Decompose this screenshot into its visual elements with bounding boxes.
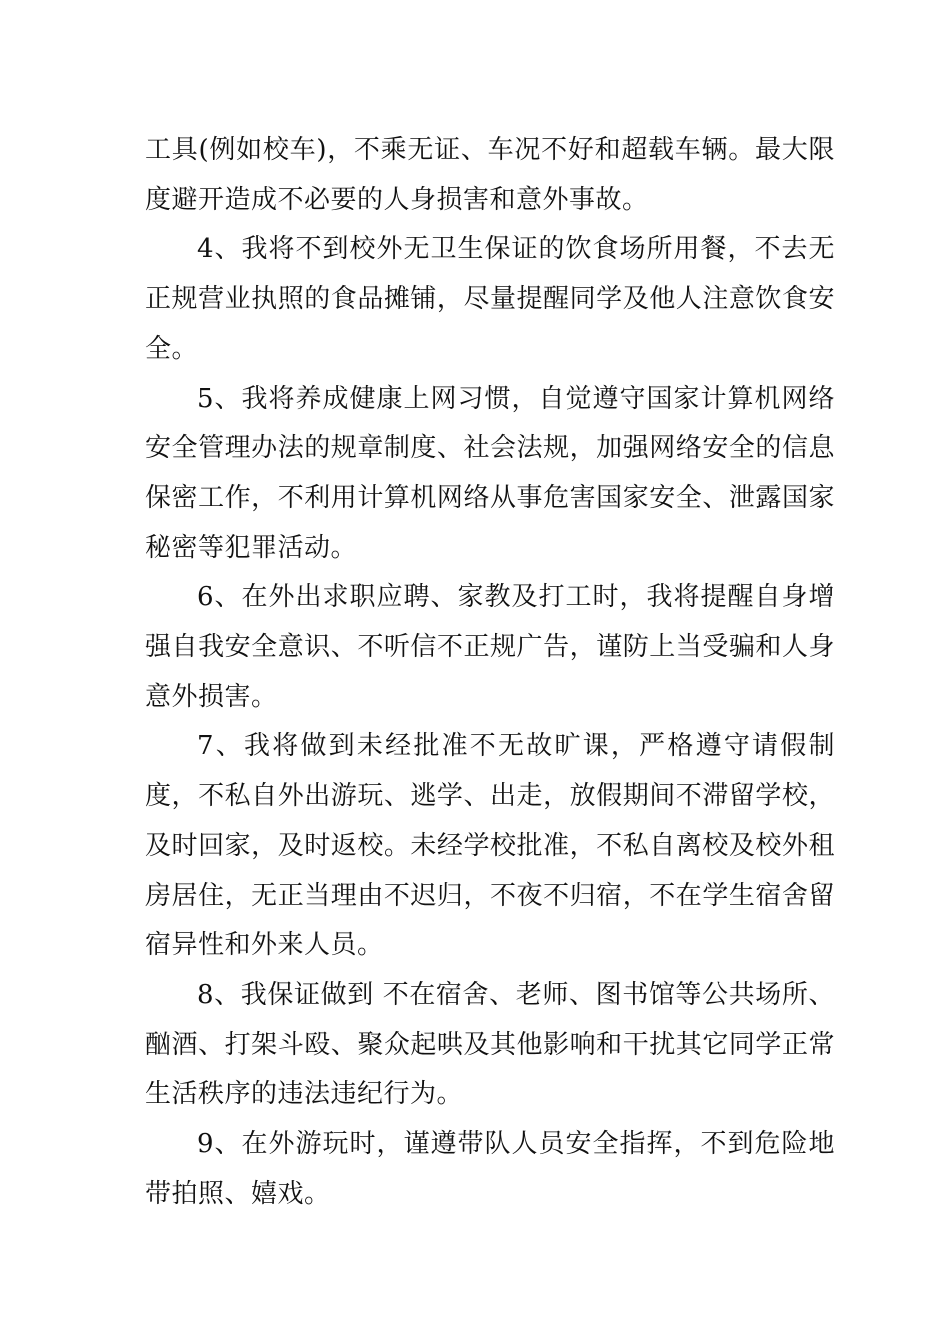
paragraph-continuation: 工具(例如校车)，不乘无证、车况不好和超载车辆。最大限度避开造成不必要的人身损害和意外事故。 bbox=[145, 135, 835, 215]
paragraph-item-6: 6、在外出求职应聘、家教及打工时，我将提醒自身增强自我安全意识、不听信不正规广告，谨防上当受骗和人身意外损害。 bbox=[145, 582, 835, 712]
paragraph-item-5: 5、我将养成健康上网习惯，自觉遵守国家计算机网络安全管理办法的规章制度、社会法规，加强网络安全的信息保密工作，不利用计算机网络从事危害国家安全、泄露国家秘密等犯罪活动。 bbox=[145, 383, 835, 563]
paragraph-item-4: 4、我将不到校外无卫生保证的饮食场所用餐，不去无正规营业执照的食品摊铺，尽量提醒同学及他人注意饮食安全。 bbox=[145, 234, 835, 364]
paragraph-item-8: 8、我保证做到 不在宿舍、老师、图书馆等公共场所、酗酒、打架斗殴、聚众起哄及其他影响和干扰其它同学正常生活秩序的违法违纪行为。 bbox=[145, 979, 835, 1110]
paragraph-item-7: 7、我将做到未经批准不无故旷课，严格遵守请假制度，不私自外出游玩、逃学、出走，放假期间不滞留学校，及时回家，及时返校。未经学校批准，不私自离校及校外租房居住，无正当理由不迟归，不夜不归宿，不在学生宿舍留宿异性和外来人员。 bbox=[145, 731, 835, 961]
document-page bbox=[145, 126, 835, 1219]
paragraph-item-9: 9、在外游玩时，谨遵带队人员安全指挥，不到危险地带拍照、嬉戏。 bbox=[145, 1129, 835, 1209]
